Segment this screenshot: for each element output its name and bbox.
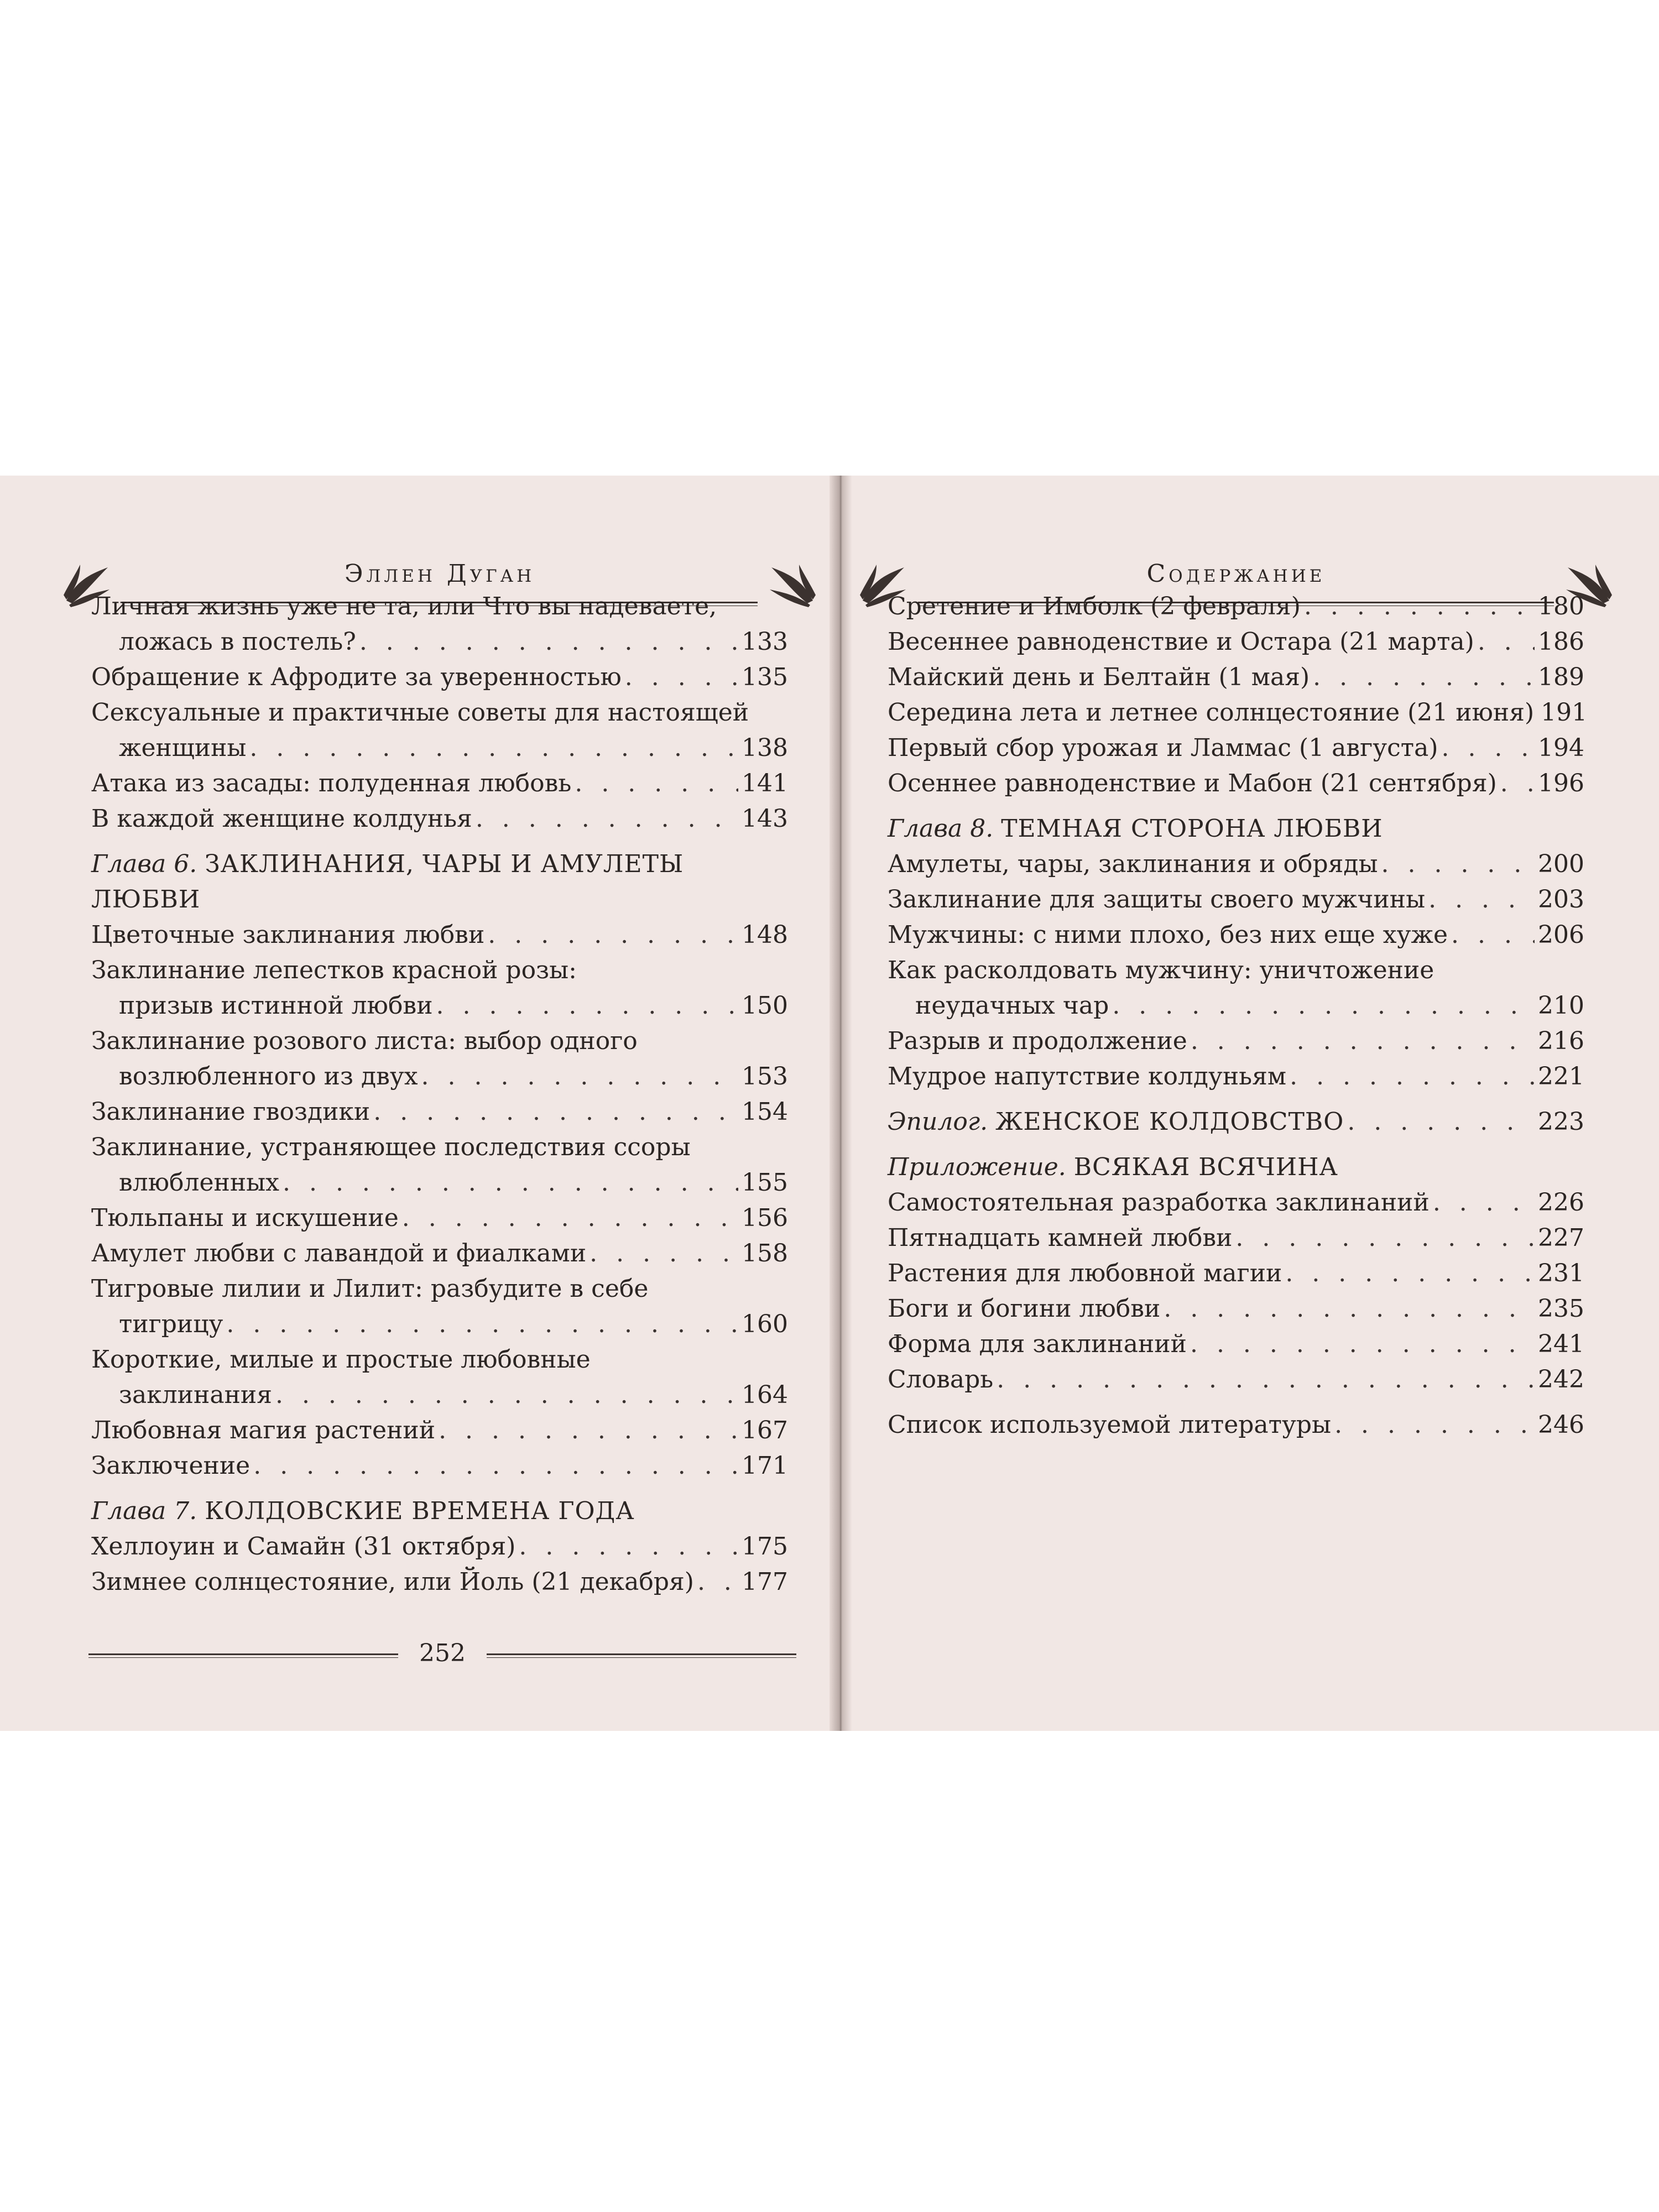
- toc-entry-title: Обращение к Афродите за уверенностью: [91, 663, 622, 691]
- toc-entry-title: Короткие, милые и простые любовные: [91, 1345, 591, 1374]
- toc-entry[interactable]: [91, 953, 788, 1024]
- toc-entry[interactable]: [91, 917, 788, 953]
- dot-leader: [1304, 589, 1535, 624]
- toc-entry-title: заклинания: [119, 1381, 272, 1409]
- toc-entry-title: тигрицу: [119, 1310, 223, 1338]
- toc-page-number: 216: [1538, 1027, 1584, 1055]
- dot-leader: [1290, 1059, 1535, 1094]
- toc-page-number: 135: [742, 663, 788, 691]
- toc-entry-title: Заклинание розового листа: выбор одного: [91, 1027, 638, 1055]
- dot-leader: [1500, 766, 1535, 801]
- toc-entry[interactable]: [91, 1413, 788, 1448]
- toc-page-number: 150: [742, 992, 788, 1020]
- toc-entry-title: Личная жизнь уже не та, или Что вы надеваете,: [91, 592, 717, 620]
- toc-entry[interactable]: [91, 766, 788, 801]
- toc-entry-title: Весеннее равноденствие и Остара (21 марта): [888, 628, 1474, 656]
- toc-entry[interactable]: [91, 589, 788, 660]
- toc-page-number: 226: [1538, 1188, 1584, 1217]
- dot-leader: [226, 1307, 738, 1342]
- dot-leader: [1191, 1024, 1535, 1059]
- dot-leader: [436, 988, 738, 1024]
- toc-page-number: 154: [742, 1098, 788, 1126]
- toc-entry-title: женщины: [119, 734, 247, 762]
- toc-entry-title: Заклинание для защиты своего мужчины: [888, 885, 1426, 914]
- toc-page-number: 167: [742, 1416, 788, 1444]
- toc-entry[interactable]: [888, 766, 1584, 801]
- toc-page-number: 196: [1538, 769, 1584, 797]
- toc-entry-title: ложась в постель?: [119, 628, 356, 656]
- toc-entry[interactable]: [888, 1185, 1584, 1220]
- toc-entry-title: Словарь: [888, 1365, 994, 1394]
- page-number: 252: [419, 1639, 466, 1667]
- toc-entry-title: Заключение: [91, 1452, 251, 1480]
- dot-leader: [253, 1448, 738, 1484]
- toc-entry[interactable]: [888, 1327, 1584, 1362]
- epilogue-label: Эпилог.: [888, 1108, 988, 1136]
- toc-page-number: 206: [1538, 921, 1584, 949]
- toc-entry-title: Амулеты, чары, заклинания и обряды: [888, 850, 1378, 878]
- appendix-title: ВСЯКАЯ ВСЯЧИНА: [1073, 1153, 1338, 1181]
- dot-leader: [373, 1094, 738, 1130]
- toc-page-number: 177: [742, 1568, 788, 1596]
- toc-entry[interactable]: [91, 1564, 788, 1600]
- dot-leader: [1334, 1407, 1535, 1443]
- toc-entry[interactable]: [91, 1448, 788, 1484]
- toc-page-number: 235: [1538, 1295, 1584, 1323]
- dot-leader: [283, 1165, 738, 1201]
- running-head-section: Содержание: [1146, 560, 1326, 588]
- toc-entry-title: Атака из засады: полуденная любовь: [91, 769, 572, 797]
- toc-page-number: 246: [1538, 1411, 1584, 1439]
- dot-leader: [589, 1236, 738, 1271]
- chapter-heading[interactable]: [91, 847, 788, 917]
- toc-entry-title: Боги и богини любви: [888, 1295, 1161, 1323]
- dot-leader: [1112, 988, 1535, 1024]
- toc-entry-title: Самостоятельная разработка заклинаний: [888, 1188, 1430, 1217]
- table-of-contents: [888, 589, 1588, 1443]
- toc-entry[interactable]: [91, 1271, 788, 1342]
- toc-page-number: 194: [1538, 734, 1584, 762]
- chapter-title: ЗАКЛИНАНИЯ, ЧАРЫ И АМУЛЕТЫ: [205, 850, 684, 878]
- toc-page-number: 200: [1538, 850, 1584, 878]
- toc-entry[interactable]: [888, 660, 1584, 695]
- toc-entry-title: Форма для заклинаний: [888, 1330, 1187, 1358]
- page-footer: [83, 1637, 796, 1670]
- toc-page-number: 155: [742, 1168, 788, 1197]
- toc-page-number: 223: [1538, 1108, 1584, 1136]
- toc-entry[interactable]: [888, 953, 1584, 1024]
- toc-entry[interactable]: [888, 624, 1584, 660]
- toc-page-number: 180: [1538, 592, 1584, 620]
- toc-entry[interactable]: [888, 695, 1588, 731]
- chapter-heading[interactable]: [888, 811, 1584, 847]
- toc-page-number: 203: [1538, 885, 1584, 914]
- toc-entry-title: Майский день и Белтайн (1 мая): [888, 663, 1310, 691]
- toc-entry[interactable]: [888, 1059, 1584, 1094]
- left-page: [83, 476, 796, 1731]
- toc-page-number: 241: [1538, 1330, 1584, 1358]
- toc-page-number: 231: [1538, 1259, 1584, 1287]
- toc-entry-title: Заклинание, устраняющее последствия ссоры: [91, 1133, 691, 1161]
- appendix-label: Приложение.: [888, 1153, 1066, 1181]
- dot-leader: [1478, 624, 1535, 660]
- book-gutter: [830, 476, 852, 1731]
- toc-entry-title: Мужчины: с ними плохо, без них еще хуже: [888, 921, 1448, 949]
- dot-leader: [439, 1413, 738, 1448]
- toc-entry[interactable]: [888, 917, 1584, 953]
- toc-page-number: 210: [1538, 992, 1584, 1020]
- toc-page-number: 133: [742, 628, 788, 656]
- dot-leader: [1235, 1220, 1535, 1256]
- chapter-label: Глава 7.: [91, 1497, 197, 1525]
- toc-entry[interactable]: [91, 1094, 788, 1130]
- toc-entry[interactable]: [888, 589, 1584, 624]
- toc-entry[interactable]: [91, 1024, 788, 1094]
- dot-leader: [359, 624, 738, 660]
- toc-entry-title: Пятнадцать камней любви: [888, 1224, 1233, 1252]
- toc-entry-title: Разрыв и продолжение: [888, 1027, 1187, 1055]
- dot-leader: [1164, 1291, 1535, 1327]
- chapter-title: ЛЮБВИ: [91, 885, 201, 914]
- running-head: [879, 520, 1593, 588]
- toc-entry-title: возлюбленного из двух: [119, 1062, 418, 1091]
- toc-entry-title: Зимнее солнцестояние, или Йоль (21 декабря): [91, 1568, 694, 1596]
- dot-leader: [1381, 847, 1535, 882]
- toc-page-number: 153: [742, 1062, 788, 1091]
- dot-leader: [421, 1059, 738, 1094]
- right-page: [879, 476, 1593, 1731]
- toc-entry-title: В каждой женщине колдунья: [91, 805, 472, 833]
- chapter-title: КОЛДОВСКИЕ ВРЕМЕНА ГОДА: [205, 1497, 635, 1525]
- dot-leader: [997, 1362, 1535, 1397]
- toc-page-number: 156: [742, 1204, 788, 1232]
- dot-leader: [625, 660, 738, 695]
- toc-page-number: 221: [1538, 1062, 1584, 1091]
- chapter-heading[interactable]: [91, 1494, 788, 1529]
- dot-leader: [1285, 1256, 1535, 1291]
- toc-entry-title: Тюльпаны и искушение: [91, 1204, 399, 1232]
- toc-page-number: 158: [742, 1239, 788, 1267]
- toc-entry[interactable]: [91, 801, 788, 837]
- chapter-label: Глава 6.: [91, 850, 197, 878]
- dot-leader: [1347, 1104, 1535, 1140]
- toc-entry[interactable]: [888, 1024, 1584, 1059]
- toc-entry-title: Как расколдовать мужчину: уничтожение: [888, 956, 1434, 984]
- toc-page-number: 186: [1538, 628, 1584, 656]
- toc-entry[interactable]: [91, 1201, 788, 1236]
- toc-entry[interactable]: [888, 882, 1584, 917]
- toc-entry-title: Первый сбор урожая и Ламмас (1 августа): [888, 734, 1438, 762]
- epilogue-heading[interactable]: [888, 1104, 1584, 1140]
- toc-page-number: 164: [742, 1381, 788, 1409]
- toc-entry-title: Середина лета и летнее солнцестояние (21 июня): [888, 698, 1535, 727]
- toc-page-number: 171: [742, 1452, 788, 1480]
- dot-leader: [1428, 882, 1535, 917]
- dot-leader: [488, 917, 738, 953]
- toc-page-number: 227: [1538, 1224, 1584, 1252]
- chapter-title: ТЕМНАЯ СТОРОНА ЛЮБВИ: [1001, 815, 1383, 843]
- toc-entry-title: неудачных чар: [915, 992, 1109, 1020]
- toc-entry-title: Мудрое напутствие колдуньям: [888, 1062, 1287, 1091]
- running-head-author: Эллен Дуган: [344, 560, 535, 588]
- toc-entry[interactable]: [91, 1130, 788, 1201]
- toc-entry[interactable]: [888, 1220, 1584, 1256]
- toc-entry[interactable]: [888, 731, 1584, 766]
- toc-entry[interactable]: [888, 1407, 1584, 1443]
- toc-page-number: 175: [742, 1532, 788, 1561]
- footer-rule: [88, 1653, 398, 1658]
- toc-entry[interactable]: [91, 695, 788, 766]
- toc-entry-title: Цветочные заклинания любви: [91, 921, 485, 949]
- toc-entry[interactable]: [91, 1236, 788, 1271]
- toc-entry[interactable]: [888, 1291, 1584, 1327]
- toc-entry-title: Амулет любви с лавандой и фиалками: [91, 1239, 587, 1267]
- epilogue-title: ЖЕНСКОЕ КОЛДОВСТВО: [995, 1108, 1344, 1136]
- dot-leader: [1433, 1185, 1535, 1220]
- toc-entry-title: Заклинание лепестков красной розы:: [91, 956, 577, 984]
- toc-page-number: 143: [742, 805, 788, 833]
- dot-leader: [249, 731, 738, 766]
- toc-page-number: 191: [1541, 698, 1588, 727]
- toc-entry-title: Сексуальные и практичные советы для настоящей: [91, 698, 749, 727]
- dot-leader: [402, 1201, 738, 1236]
- toc-entry-title: Растения для любовной магии: [888, 1259, 1282, 1287]
- dot-leader: [1190, 1327, 1535, 1362]
- dot-leader: [476, 801, 738, 837]
- appendix-heading[interactable]: [888, 1150, 1584, 1185]
- toc-entry-title: Осеннее равноденствие и Мабон (21 сентября): [888, 769, 1497, 797]
- toc-entry-title: Сретение и Имболк (2 февраля): [888, 592, 1301, 620]
- dot-leader: [275, 1378, 738, 1413]
- toc-entry-title: влюбленных: [119, 1168, 279, 1197]
- toc-entry-title: Тигровые лилии и Лилит: разбудите в себе: [91, 1275, 649, 1303]
- table-of-contents: [91, 589, 788, 1600]
- dot-leader: [1442, 731, 1535, 766]
- toc-page-number: 148: [742, 921, 788, 949]
- toc-entry[interactable]: [888, 1256, 1584, 1291]
- dot-leader: [519, 1529, 738, 1564]
- toc-entry[interactable]: [91, 1529, 788, 1564]
- toc-page-number: 138: [742, 734, 788, 762]
- dot-leader: [697, 1564, 738, 1600]
- dot-leader: [575, 766, 738, 801]
- chapter-label: Глава 8.: [888, 815, 994, 843]
- toc-entry[interactable]: [91, 660, 788, 695]
- toc-entry[interactable]: [888, 847, 1584, 882]
- toc-page-number: 141: [742, 769, 788, 797]
- toc-entry-title: Заклинание гвоздики: [91, 1098, 371, 1126]
- toc-entry-title: Хеллоуин и Самайн (31 октября): [91, 1532, 516, 1561]
- dot-leader: [1451, 917, 1535, 953]
- toc-entry-title: призыв истинной любви: [119, 992, 433, 1020]
- toc-entry[interactable]: [91, 1342, 788, 1413]
- running-head: [83, 520, 796, 588]
- toc-entry[interactable]: [888, 1362, 1584, 1397]
- toc-entry-title: Список используемой литературы: [888, 1411, 1332, 1439]
- footer-rule: [487, 1653, 796, 1658]
- spacer: [888, 1397, 1584, 1407]
- toc-entry-title: Любовная магия растений: [91, 1416, 436, 1444]
- dot-leader: [1313, 660, 1535, 695]
- toc-page-number: 242: [1538, 1365, 1584, 1394]
- toc-page-number: 160: [742, 1310, 788, 1338]
- toc-page-number: 189: [1538, 663, 1584, 691]
